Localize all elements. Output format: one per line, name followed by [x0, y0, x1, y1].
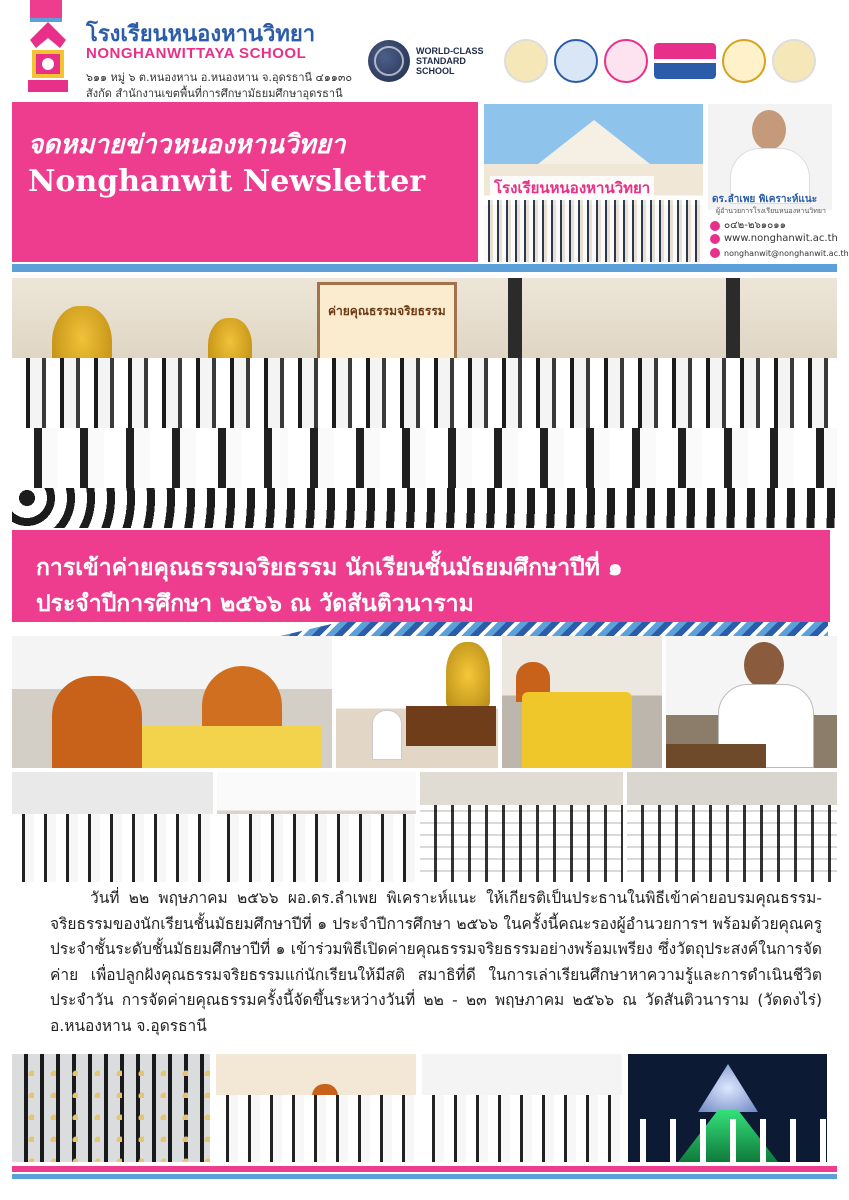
photo-monks-table [12, 636, 332, 768]
building-sign: โรงเรียนหนองหานวิทยา [490, 176, 654, 200]
sister-school-banner-logo [654, 43, 716, 79]
director-name: ดร.ลำเพย พิเคราะห์แนะ [712, 194, 818, 205]
school-name-english: NONGHANWITTAYA SCHOOL [86, 45, 307, 62]
email-icon [710, 248, 720, 258]
headline-line-1: การเข้าค่ายคุณธรรมจริยธรรม นักเรียนชั้นมัธยมศึกษาปีที่ ๑ [36, 555, 623, 581]
article-body [50, 886, 822, 1040]
phone-icon [710, 221, 720, 231]
monk-figure [52, 676, 142, 768]
photo-night-walk [628, 1054, 827, 1162]
photo-students-bowing [627, 772, 837, 882]
director-title: ผู้อำนวยการโรงเรียนหนองหานวิทยา [716, 207, 826, 215]
contact-email[interactable] [710, 248, 849, 258]
students-front-row [12, 488, 837, 528]
email-address[interactable]: nonghanwit@nonghanwit.ac.th [724, 248, 849, 258]
world-class-school-logo: WORLD-CLASS STANDARD SCHOOL [416, 46, 484, 76]
footer-stripe-blue [12, 1174, 837, 1179]
people-group [422, 1095, 622, 1162]
director-head [752, 110, 786, 150]
people-group [420, 805, 623, 882]
contact-phone [710, 218, 786, 233]
article-headline [12, 530, 837, 622]
headline-line-2: ประจำปีการศึกษา ๒๕๖๖ ณ วัดสันติวนาราม [36, 591, 474, 617]
provincial-emblem-logo [722, 39, 766, 83]
school-affiliation: สังกัด สำนักงานเขตพื้นที่การศึกษามัธยมศึกษาอุดรธานี [86, 87, 343, 100]
contact-website[interactable] [710, 233, 838, 244]
person-figure [372, 710, 402, 760]
temple-lit [698, 1064, 758, 1112]
main-group-photo [12, 278, 837, 528]
quality-school-logo [554, 39, 598, 83]
decorative-stripe [280, 622, 828, 636]
photo-monk-offering [502, 636, 662, 768]
student-crowd [484, 200, 703, 262]
footer-stripe-pink [12, 1166, 837, 1172]
candle-lights [12, 1054, 210, 1162]
photo-monk-teaching [216, 1054, 416, 1162]
people-group [628, 1119, 827, 1162]
phone-number: ๐๔๒-๒๖๑๐๑๑ [724, 220, 786, 231]
headline-edge [830, 530, 837, 630]
article-paragraph: วันที่ ๒๒ พฤษภาคม ๒๕๖๖ ผอ.ดร.ลำเพย พิเคราะห์แนะ ให้เกียรติเป็นประธานในพิธีเข้าค่ายอบรมคุณธรรม-จริยธรรมของนักเรียนชั้นมัธยมศึกษาปีที่ ๑ ประจำปีการศึกษา ๒๕๖๖ ในครั้งนี้คณะรองผู้อำนวยการฯ พร้อมด้วยคุณครูประจำชั้นระดับชั้นมัธยมศึกษาปีที่ ๑ เข้าร่วมพิธีเปิดค่ายคุณธรรมจริยธรรมอย่างพร้อมเพรียง ซึ่งวัตถุประสงค์ในการจัดค่าย เพื่อปลูกฝังคุณธรรมจริยธรรมแก่นักเรียนให้มีสติ สมาธิที่ดี ในการเล่าเรียนศึกษาหาความรู้และการดำเนินชีวิตประจำวัน การจัดค่ายคุณธรรมครั้งนี้จัดขึ้นระหว่างวันที่ ๒๒ - ๒๓ พฤษภาคม ๒๕๖๖ ณ วัดสันติวนาราม (วัดดงไร่) อ.หนองหาน จ.อุดรธานี [50, 889, 822, 1035]
camp-banner-text: ค่ายคุณธรรมจริยธรรม [328, 304, 446, 318]
school-quality-logo [504, 39, 548, 83]
newsletter-title-english: Nonghanwit Newsletter [28, 164, 426, 199]
people-group [217, 814, 416, 882]
speaker-head [744, 642, 784, 688]
people-group [12, 814, 213, 882]
school-crest-logo [22, 18, 74, 100]
globe-icon [710, 234, 720, 244]
yellow-table [522, 692, 632, 768]
photo-altar-ceremony [336, 636, 498, 768]
newsletter-title-thai: จดหมายข่าวหนองหานวิทยา [28, 130, 346, 160]
photo-students-hall [217, 772, 416, 882]
website-url[interactable]: www.nonghanwit.ac.th [724, 233, 838, 244]
school-address: ๖๑๑ หมู่ ๖ ต.หนองหาน อ.หนองหาน จ.อุดรธานี ๔๑๑๓๐ [86, 71, 353, 84]
newsletter-masthead [12, 102, 478, 262]
table [142, 726, 322, 768]
heart-program-logo [604, 39, 648, 83]
people-group [627, 805, 837, 882]
top-accent-bar [30, 0, 62, 18]
divider-stripe [12, 264, 837, 272]
globe-icon [368, 40, 410, 82]
altar-table [406, 706, 496, 746]
school-building-photo [484, 104, 703, 262]
building-roof [524, 120, 664, 164]
photo-teachers-seated [12, 772, 213, 882]
podium [666, 744, 766, 768]
photo-teachers-group [422, 1054, 622, 1162]
photo-candle-ceremony [12, 1054, 210, 1162]
buddha-statue [446, 642, 490, 708]
photo-students-kneeling [420, 772, 623, 882]
people-group [216, 1095, 416, 1162]
royal-emblem-logo [772, 39, 816, 83]
photo-director-speech [666, 636, 837, 768]
school-name-thai: โรงเรียนหนองหานวิทยา [86, 22, 316, 47]
partner-logos [368, 26, 840, 96]
